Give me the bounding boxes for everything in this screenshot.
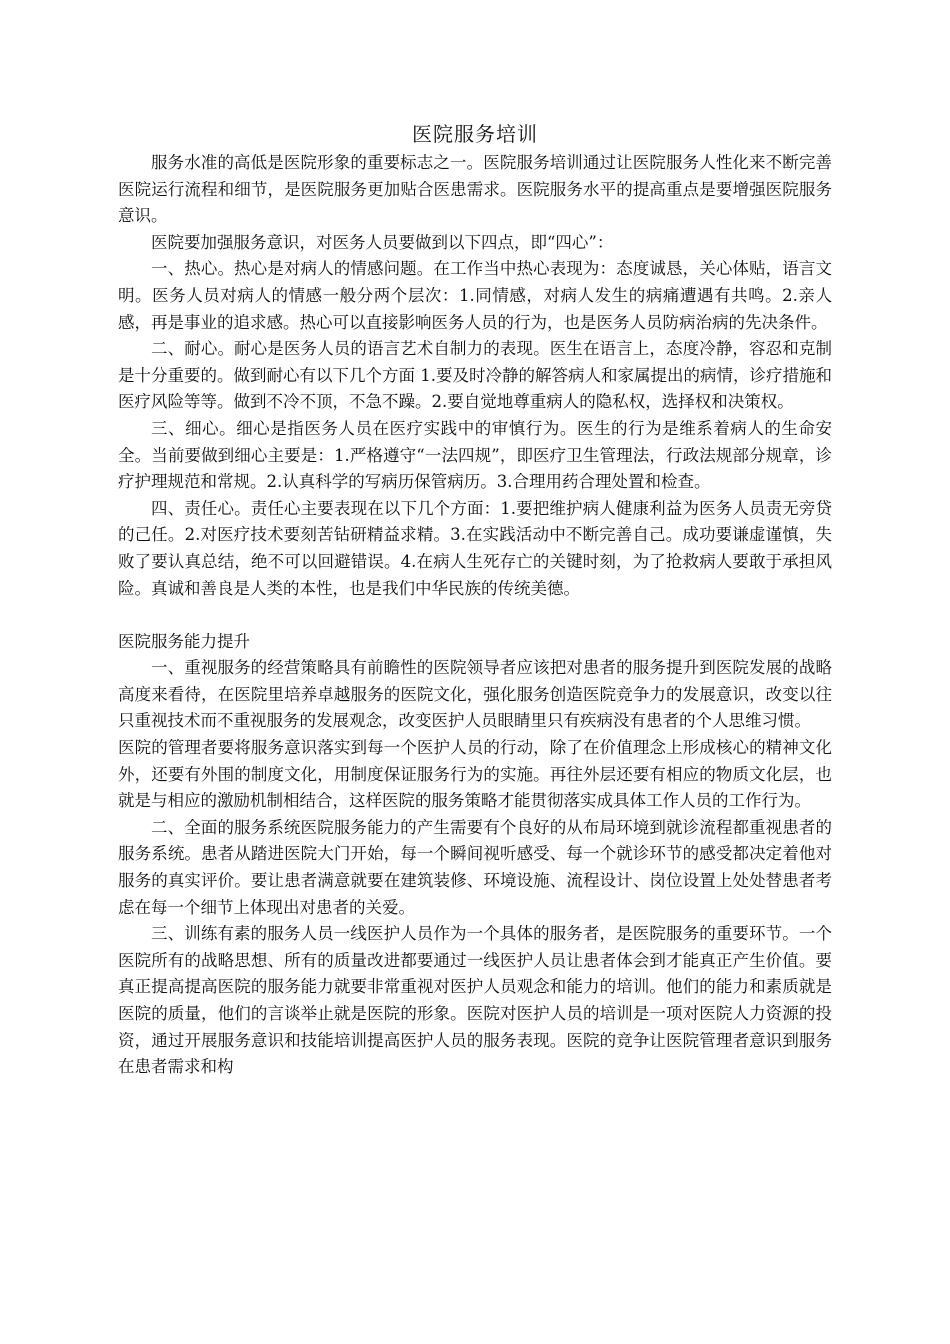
service-strategy-paragraph: 一、重视服务的经营策略具有前瞻性的医院领导者应该把对患者的服务提升到医院发展的战略高度来看待，在医院里培养卓越服务的医院文化，强化服务创造医院竞争力的发展意识，改变以往只重视技术而不重视服务的发展观念，改变医护人员眼睛里只有疾病没有患者的个人思维习惯。 xyxy=(118,658,832,731)
document-title: 医院服务培训 xyxy=(412,122,538,146)
patience-paragraph: 二、耐心。耐心是医务人员的语言艺术自制力的表现。医生在语言上，态度冷静，容忍和克制是十分重要的。做到耐心有以下几个方面 1.要及时冷静的解答病人和家属提出的病情，诊疗措施和医疗风险等等。做到不冷不顶，不急不躁。2.要自觉地尊重病人的隐私权，选择权和决策权。 xyxy=(118,339,832,412)
service-system-paragraph: 二、全面的服务系统医院服务能力的产生需要有个良好的从布局环境到就诊流程都重视患者的服务系统。患者从踏进医院大门开始，每一个瞬间视听感受、每一个就诊环节的感受都决定着他对服务的真实评价。要让患者满意就要在建筑装修、环境设施、流程设计、岗位设置上处处替患者考虑在每一个细节上体现出对患者的关爱。 xyxy=(118,817,832,917)
intro-paragraph: 服务水准的高低是医院形象的重要标志之一。医院服务培训通过让医院服务人性化来不断完善医院运行流程和细节，是医院服务更加贴合医患需求。医院服务水平的提高重点是要增强医院服务意识。 xyxy=(118,153,832,226)
blank-line xyxy=(118,602,832,629)
responsibility-paragraph: 四、责任心。责任心主要表现在以下几个方面：1.要把维护病人健康利益为医务人员责无旁贷的己任。2.对医疗技术要刻苦钻研精益求精。3.在实践活动中不断完善自己。成功要谦虚谨慎，失败了要认真总结，绝不可以回避错误。4.在病人生死存亡的关键时刻，为了抢救病人要敢于承担风险。真诚和善良是人类的本性，也是我们中华民族的传统美德。 xyxy=(118,498,832,598)
warmth-paragraph: 一、热心。热心是对病人的情感问题。在工作当中热心表现为：态度诚恳，关心体贴，语言文明。医务人员对病人的情感一般分两个层次：1.同情感，对病人发生的病痛遭遇有共鸣。2.亲人感，再是事业的追求感。热心可以直接影响医务人员的行为，也是医务人员防病治病的先决条件。 xyxy=(118,259,832,332)
staff-training-paragraph: 三、训练有素的服务人员一线医护人员作为一个具体的服务者，是医院服务的重要环节。一个医院所有的战略思想、所有的质量改进都要通过一线医护人员让患者体会到才能真正产生价值。要真正提高提高医院的服务能力就要非常重视对医护人员观念和能力的培训。他们的能力和素质就是医院的质量，他们的言谈举止就是医院的形象。医院对医护人员的培训是一项对医院人力资源的投资，通过开展服务意识和技能培训提高医护人员的服务表现。医院的竞争让医院管理者意识到服务在患者需求和构 xyxy=(118,924,832,1077)
document-body xyxy=(118,118,832,1081)
management-paragraph: 医院的管理者要将服务意识落实到每一个医护人员的行动，除了在价值理念上形成核心的精神文化外，还要有外围的制度文化，用制度保证服务行为的实施。再往外层还要有相应的物质文化层，也就是与相应的激励机制相结合，这样医院的服务策略才能贯彻落实成具体工作人员的工作行为。 xyxy=(118,738,832,811)
section-heading: 医院服务能力提升 xyxy=(118,631,250,651)
four-hearts-intro: 医院要加强服务意识，对医务人员要做到以下四点，即“四心”： xyxy=(151,232,614,252)
carefulness-paragraph: 三、细心。细心是指医务人员在医疗实践中的审慎行为。医生的行为是维系着病人的生命安全。当前要做到细心主要是：1.严格遵守“一法四规”，即医疗卫生管理法，行政法规部分规章，诊疗护理规范和常规。2.认真科学的写病历保管病历。3.合理用药合理处置和检查。 xyxy=(118,418,832,492)
